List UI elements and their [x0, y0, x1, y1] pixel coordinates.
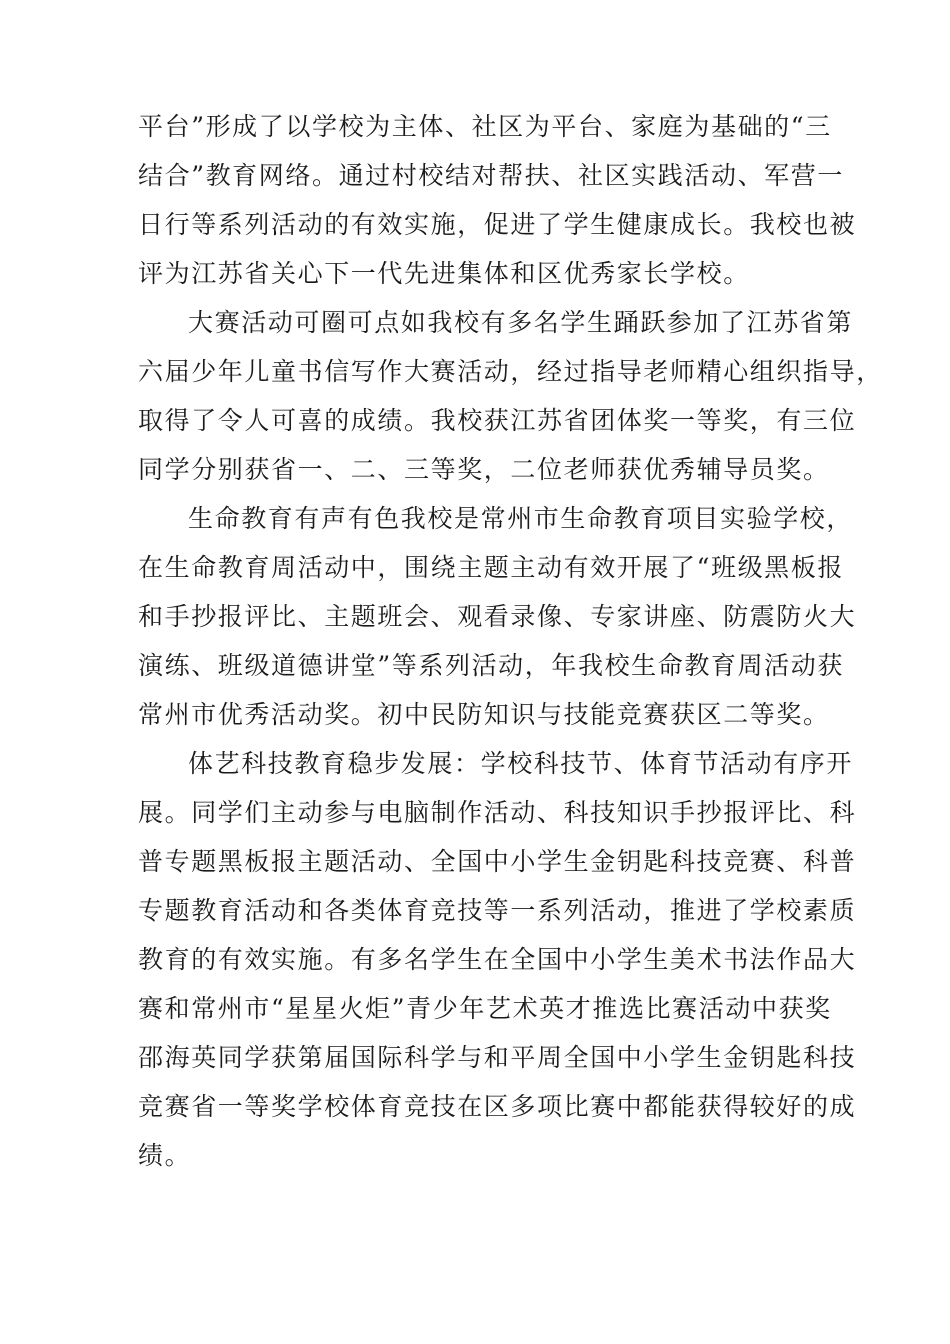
text-line: 教育的有效实施。有多名学生在全国中小学生美术书法作品大: [138, 945, 857, 974]
text-line: 和手抄报评比、主题班会、观看录像、专家讲座、防震防火大: [138, 602, 857, 631]
text-line: 结合”教育网络。通过村校结对帮扶、社区实践活动、军营一: [138, 161, 844, 190]
text-line: 体艺科技教育稳步发展：学校科技节、体育节活动有序开: [188, 749, 854, 778]
document-body: [138, 102, 883, 1180]
text-line: 同学分别获省一、二、三等奖，二位老师获优秀辅导员奖。: [138, 455, 830, 484]
paragraph-1: [138, 102, 857, 298]
text-line: 六届少年儿童书信写作大赛活动，经过指导老师精心组织指导，: [138, 357, 883, 386]
text-line: 绩。: [138, 1141, 192, 1170]
text-line: 邵海英同学获第届国际科学与和平周全国中小学生金钥匙科技: [138, 1043, 857, 1072]
text-line: 竞赛省一等奖学校体育竞技在区多项比赛中都能获得较好的成: [138, 1092, 857, 1121]
text-line: 平台”形成了以学校为主体、社区为平台、家庭为基础的“三: [138, 112, 832, 141]
text-line: 在生命教育周活动中，围绕主题主动有效开展了“班级黑板报: [138, 553, 844, 582]
text-line: 常州市优秀活动奖。初中民防知识与技能竞赛获区二等奖。: [138, 700, 830, 729]
text-line: 普专题黑板报主题活动、全国中小学生金钥匙科技竞赛、科普: [138, 847, 857, 876]
text-line: 专题教育活动和各类体育竞技等一系列活动，推进了学校素质: [138, 896, 857, 925]
paragraph-4: [138, 739, 857, 1180]
paragraph-2: [138, 298, 883, 494]
text-line: 赛和常州市“星星火炬”青少年艺术英才推选比赛活动中获奖: [138, 994, 832, 1023]
text-line: 生命教育有声有色我校是常州市生命教育项目实验学校，: [188, 504, 854, 533]
paragraph-3: [138, 494, 857, 739]
text-line: 评为江苏省关心下一代先进集体和区优秀家长学校。: [138, 259, 750, 288]
text-line: 展。同学们主动参与电脑制作活动、科技知识手抄报评比、科: [138, 798, 857, 827]
text-line: 日行等系列活动的有效实施，促进了学生健康成长。我校也被: [138, 210, 857, 239]
text-line: 取得了令人可喜的成绩。我校获江苏省团体奖一等奖，有三位: [138, 406, 857, 435]
text-line: 大赛活动可圈可点如我校有多名学生踊跃参加了江苏省第: [188, 308, 854, 337]
text-line: 演练、班级道德讲堂”等系列活动，年我校生命教育周活动获: [138, 651, 844, 680]
